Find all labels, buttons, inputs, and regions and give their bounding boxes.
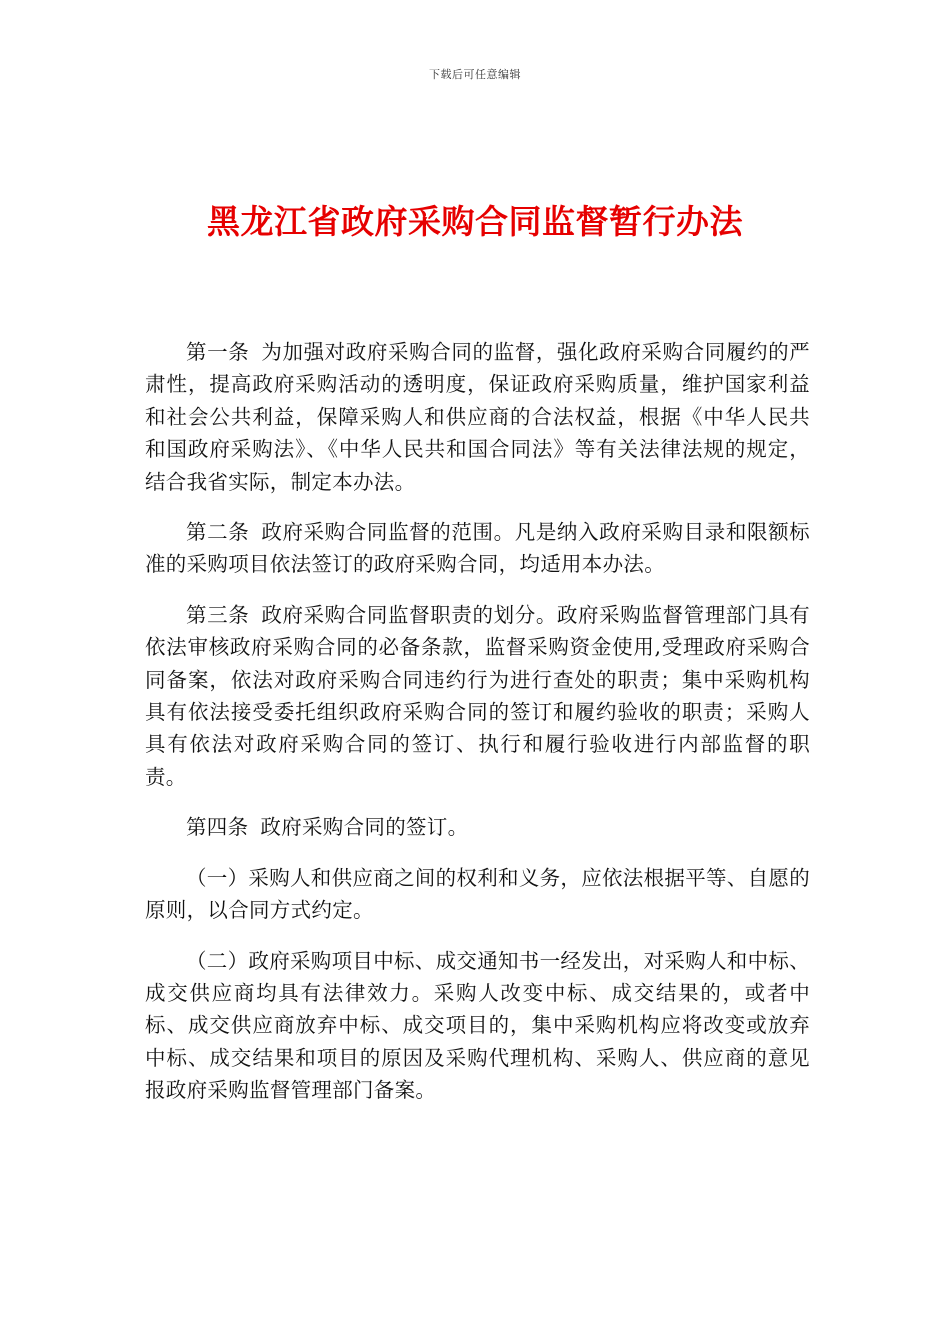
article-4-item-1: [145, 862, 810, 927]
article-1: [145, 336, 810, 498]
article-3-label: 第三条: [186, 602, 250, 627]
article-1-text: 为加强对政府采购合同的监督，强化政府采购合同履约的严肃性，提高政府采购活动的透明度，保证政府采购质量，维护国家利益和社会公共利益，保障采购人和供应商的合法权益，根据《中华人民共和国政府采购法》、《中华人民共和国合同法》等有关法律法规的规定，结合我省实际，制定本办法。: [145, 340, 810, 494]
document-body: [145, 336, 810, 1125]
article-4-item-1-text: （一）采购人和供应商之间的权利和义务，应依法根据平等、自愿的原则，以合同方式约定。: [145, 865, 810, 923]
document-title: 黑龙江省政府采购合同监督暂行办法: [207, 202, 743, 241]
article-2-text: 政府采购合同监督的范围。凡是纳入政府采购目录和限额标准的采购项目依法签订的政府采购合同，均适用本办法。: [145, 520, 810, 577]
article-4-item-2-text: （二）政府采购项目中标、成交通知书一经发出，对采购人和中标、成交供应商均具有法律效力。采购人改变中标、成交结果的，或者中标、成交供应商放弃中标、成交项目的，集中采购机构应将改变或放弃中标、成交结果和项目的原因及采购代理机构、采购人、供应商的意见报政府采购监督管理部门备案。: [145, 948, 810, 1103]
article-2: [145, 516, 810, 581]
article-3: [145, 599, 810, 793]
article-3-text: 政府采购合同监督职责的划分。政府采购监督管理部门具有依法审核政府采购合同的必备条款，监督采购资金使用,受理政府采购合同备案，依法对政府采购合同违约行为进行查处的职责；集中采购机构具有依法接受委托组织政府采购合同的签订和履约验收的职责；采购人具有依法对政府采购合同的签订、执行和履行验收进行内部监督的职责。: [145, 602, 810, 789]
article-2-label: 第二条: [186, 520, 250, 545]
article-4-label: 第四条: [186, 815, 249, 840]
header-note: 下载后可任意编辑: [429, 68, 521, 81]
article-4: [145, 811, 810, 843]
article-4-item-2: [145, 945, 810, 1107]
article-1-label: 第一条: [186, 340, 250, 364]
article-4-text: 政府采购合同的签订。: [260, 815, 469, 840]
